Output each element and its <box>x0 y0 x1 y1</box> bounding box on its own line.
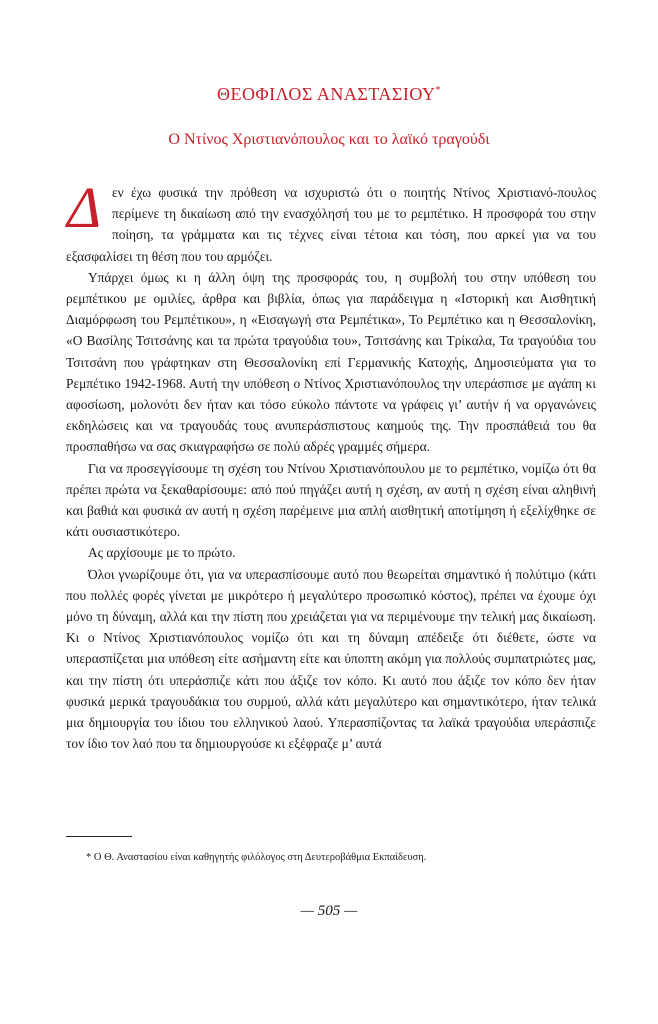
footnote-marker: * <box>435 85 442 96</box>
paragraph: Όλοι γνωρίζουμε ότι, για να υπερασπίσουμε αυτό που θεωρείται σημαντικό ή πολύτιμο (κάτι που πολλές φορές γίνεται με μικρότερο ή μεγαλύτερο προσωπικό κόστος), πρέπει να έχουμε όχι μόνο τη δύναμη, αλλά και την πίστη που χρειάζεται για να περιμένουμε την τελική μας δικαίωση. Κι ο Ντίνος Χριστιανόπουλος νομίζω ότι και τη δύναμη απέδειξε ότι διέθετε, ώστε να υπερασπίζεται μια υπόθεση είτε ασήμαντη είτε και ύποπτη ακόμη για πολλούς συμπατριώτες μας, και την πίστη ότι υπεράσπιζε κάτι που άξιζε τον κόπο. Κι αυτό που άξιζε τον κόπο δεν ήταν φυσικά μερικά τραγουδάκια του συρμού, αλλά κάτι μεγαλύτερο και σημαντικότερο, ήταν τελικά μια δημιουργία του ίδιου του ελληνικού λαού. Υπερασπίζοντας τα λαϊκά τραγούδια υπεράσπιζε τον ίδιο τον λαό που τα δημιουργούσε κι εξέφραζε μ’ αυτά <box>66 566 596 752</box>
footnote: * Ο Θ. Αναστασίου είναι καθηγητής φιλόλογος στη Δευτεροβάθμια Εκπαίδευση. <box>86 852 427 863</box>
author-heading <box>0 84 658 105</box>
article-title: Ο Ντίνος Χριστιανόπουλος και το λαϊκό τραγούδι <box>168 131 490 148</box>
author-name: ΘΕΟΦΙΛΟΣ ΑΝΑΣΤΑΣΙΟΥ <box>216 84 436 104</box>
footnote-divider <box>66 836 132 837</box>
paragraph <box>66 175 596 267</box>
paragraph: Υπάρχει όμως κι η άλλη όψη της προσφοράς του, η συμβολή του στην υπόθεση του ρεμπέτικου με ομιλίες, άρθρα και βιβλία, όπως για παράδειγμα η «Ιστορική και Αισθητική Διαμόρφωση του Ρεμπέτικου», η «Εισαγωγή στα Ρεμπέτικα», Το Ρεμπέτικο και η Θεσσαλονίκη, «Ο Βασίλης Τσιτσάνης και τα πρώτα τραγούδια του», Τσιτσάνης και Τρίκαλα, Τα τραγούδια του Τσιτσάνη που γράφτηκαν στη Θεσσαλονίκη επί Γερμανικής Κατοχής, Δημοσιεύματα για το Ρεμπέτικο 1942-1968. Αυτή την υπόθεση ο Ντίνος Χριστιανόπουλος την υπεράσπισε με αγάπη κι αφοσίωση, μολονότι δεν ήταν και τόσο εύκολο πάντοτε να γράφεις γι’ αυτήν ή να οργανώνεις εκδηλώσεις και να τραγουδάς τους ανυπεράσπιστους καημούς της. Την προσπάθειά του θα προσπαθήσω να σας σκιαγραφήσω σε πολύ αδρές γραμμές σήμερα. <box>66 269 596 455</box>
page-number: — 505 — <box>300 903 358 919</box>
article-body <box>66 175 596 754</box>
paragraph-text: εν έχω φυσικά την πρόθεση να ισχυριστώ ότι ο ποιητής Ντίνος Χριστιανό-πουλος περίμενε τη δικαίωση από την ενασχόλησή του με το ρεμπέτικο. Η προσφορά του στην ποίηση, τα γράμματα και τις τέχνες είναι τέτοια και τόση, που αρκεί για να του εξασφαλίσει τη θέση που του αρμόζει. <box>66 185 596 264</box>
paragraph: Για να προσεγγίσουμε τη σχέση του Ντίνου Χριστιανόπουλου με το ρεμπέτικο, νομίζω ότι θα πρέπει πρώτα να ξεκαθαρίσουμε: από πού πηγάζει αυτή η σχέση, αν αυτή η σχέση είναι αληθινή και βαθιά και φυσικά αν αυτή η σχέση παρέμεινε μια απλή αισθητική αποτίμηση ή εξελίχθηκε σε κάτι ουσιαστικότερο. <box>66 460 596 540</box>
drop-cap: Δ <box>66 175 102 240</box>
paragraph: Ας αρχίσουμε με το πρώτο. <box>88 545 236 561</box>
